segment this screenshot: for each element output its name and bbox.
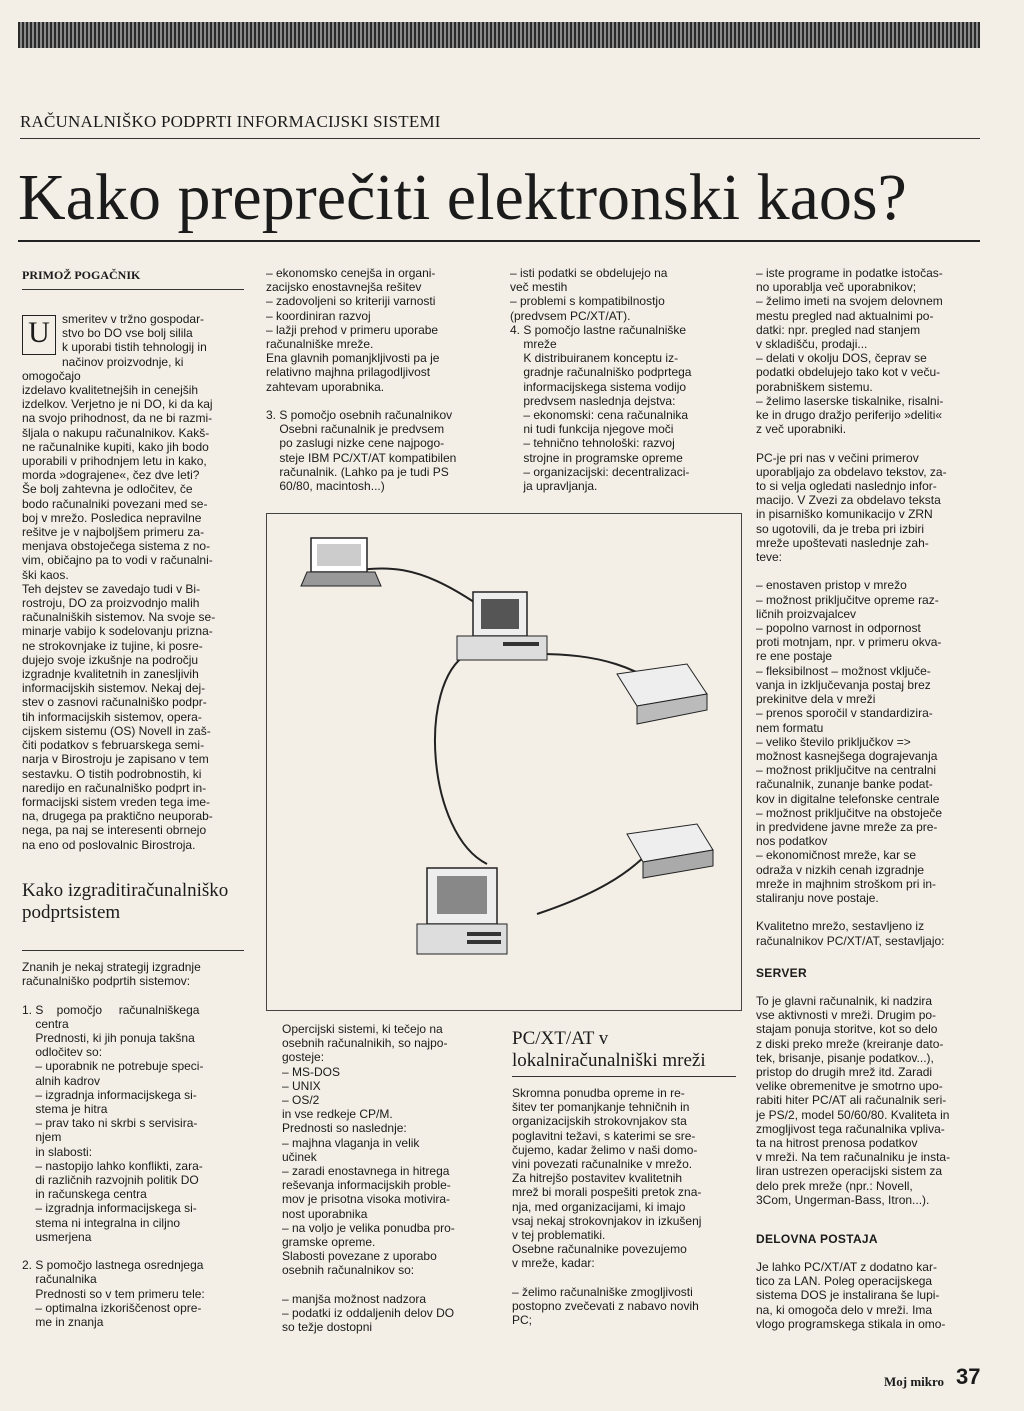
text-line: k uporabi tistih tehnologij in: [62, 340, 207, 355]
text-line: ja upravljanja.: [510, 479, 598, 494]
magazine-name: Moj mikro: [884, 1374, 945, 1389]
byline: PRIMOŽ POGAČNIK: [22, 268, 244, 290]
text-line: PC-je pri nas v večini primerov: [756, 450, 919, 465]
server-heading: SERVER: [756, 966, 807, 980]
text-line: Skromna ponudba opreme in re-: [512, 1086, 685, 1100]
text-line: njem: [22, 1130, 62, 1145]
text-line: – delati v okolju DOS, čeprav se: [756, 351, 927, 366]
text-line: odraža v nizkih cenah izgradnje: [756, 862, 925, 877]
printer-icon: [617, 664, 707, 724]
text-line: vini povezati računalnike v mrežo.: [512, 1157, 693, 1172]
text-line: morda »dograjene«, čez dve leti?: [22, 468, 200, 483]
text-line: mestu pregled nad aktualnimi po-: [756, 308, 934, 323]
text-line: ški kaos.: [22, 567, 69, 582]
text-line: na eno od poslovalnic Birostroja.: [22, 837, 196, 852]
text-line: Slabosti povezane z uporabo: [282, 1249, 437, 1264]
text-line: računalniško podprt: [22, 880, 229, 923]
text-line: nos podatkov: [756, 834, 828, 849]
text-line: z diski preko mreže (kreiranje dato-: [756, 1036, 944, 1051]
text-line: tico za LAN. Poleg operacijskega: [756, 1274, 933, 1289]
text-line: uporabljajo za obdelavo tekstov, za-: [756, 464, 947, 479]
text-line: di različnih razvojnih politik DO: [22, 1173, 199, 1188]
text-line: – možnost priključitve na centralni: [756, 763, 937, 778]
text-line: no uporablja več uporabnikov;: [756, 280, 917, 295]
text-line: – majhna vlaganja in velik: [282, 1135, 420, 1150]
text-line: mreže: [510, 337, 557, 352]
text-line: boj v mrežo. Posledica nepravilne: [22, 510, 202, 525]
text-line: relativno majhna prilagodljivost: [266, 365, 431, 380]
text-line: načinov proizvodnje, ki omogočajo: [22, 354, 187, 383]
text-line: stajam ponuja storitve, kot so delo: [756, 1022, 938, 1037]
text-line: poglavitni težavi, s katerimi se sre-: [512, 1128, 696, 1143]
text-line: naredijo en računalniško podprt in-: [22, 780, 207, 795]
text-line: narja v Birostroju je zapisano v tem: [22, 752, 209, 767]
text-line: v skladišču, prodaji...: [756, 337, 868, 352]
text-line: – tehnično tehnološki: razvoj: [510, 436, 675, 451]
text-line: minarje vabijo k sodelovanju prizna-: [22, 624, 213, 639]
text-line: z več uporabniki.: [756, 422, 847, 437]
text-line: Prednosti so v tem primeru tele:: [22, 1286, 205, 1301]
server-computer-icon: [417, 868, 507, 954]
text-line: steje IBM PC/XT/AT kompatibilen: [266, 450, 457, 465]
text-line: 1. S pomočjo računalniškega: [22, 1002, 200, 1017]
text-line: – koordiniran razvoj: [266, 308, 371, 323]
text-line: nost uporabnika: [282, 1206, 368, 1221]
text-line: na, ki omogoča delo v mreži. Ima: [756, 1302, 933, 1317]
text-line: to si velja ogledati naslednjo infor-: [756, 479, 937, 494]
text-line: – uporabnik ne potrebuje speci-: [22, 1059, 204, 1074]
text-line: sistema DOS je instalirana še lupi-: [756, 1288, 940, 1303]
text-line: – organizacijski: decentralizaci-: [510, 464, 690, 479]
text-line: mreže upoštevati naslednje zah-: [756, 535, 929, 550]
printer-icon-2: [627, 824, 713, 878]
text-line: stvo bo DO vse bolj silila: [62, 326, 193, 341]
text-line: Osebni računalnik je predvsem: [266, 422, 445, 437]
text-line: v mreži. Na tem računalniku je insta-: [756, 1150, 951, 1165]
column-1-strategies: [22, 960, 244, 1329]
text-line: vim, običajno pa to vodi v računalni-: [22, 553, 213, 568]
text-line: reševanja informacijskih proble-: [282, 1178, 451, 1193]
text-line: predvsem naslednja dejstva:: [510, 393, 676, 408]
text-line: na svojo prihodnost, da ne bi razmi-: [22, 411, 213, 426]
text-line: in pisarniško komunikacijo v ZRN: [756, 507, 933, 522]
text-line: – MS-DOS: [282, 1064, 341, 1079]
column-1-intro: [22, 312, 244, 852]
text-line: – fleksibilnost – možnost vključe-: [756, 663, 931, 678]
text-line: – iste programe in podatke istočas-: [756, 266, 943, 280]
text-line: postopno zvečevati z nabavo novih: [512, 1299, 699, 1314]
text-line: računalnika: [22, 1272, 97, 1287]
text-line: – lažji prehod v primeru uporabe: [266, 322, 439, 337]
text-line: staliranju nove postaje.: [756, 890, 879, 905]
text-line: – možnost priključitve opreme raz-: [756, 592, 939, 607]
text-line: PC/XT/AT v lokalni: [512, 1028, 609, 1071]
workstation-heading: DELOVNA POSTAJA: [756, 1232, 878, 1246]
text-line: PC;: [512, 1313, 533, 1328]
text-line: osebnih računalnikih, so najpo-: [282, 1036, 448, 1051]
text-line: zacijsko enostavnejša rešitev: [266, 280, 422, 295]
text-line: liran ustrezen operacijski sistem za: [756, 1164, 943, 1179]
text-line: – nastopijo lahko konflikti, zara-: [22, 1158, 203, 1173]
text-line: pristop do drugih mrež itd. Zaradi: [756, 1065, 933, 1080]
text-line: – želimo laserske tiskalnike, risalni-: [756, 393, 944, 408]
text-line: na, drugega pa praktično neuporab-: [22, 809, 213, 824]
text-line: tek, brisanje, pisanje podatkov...),: [756, 1050, 934, 1065]
text-line: [266, 394, 492, 408]
text-line: 60/80, macintosh...): [266, 479, 385, 494]
text-line: mreže in majhnim stroškom pri in-: [756, 876, 937, 891]
text-line: rešitve je v najboljšem primeru za-: [22, 525, 205, 540]
text-line: podatki obdelujejo tako kot v veču-: [756, 365, 941, 380]
column-2-top: [266, 266, 492, 493]
text-line: po zaslugi nizke cene najpogo-: [266, 436, 445, 451]
text-line: gramske opreme.: [282, 1235, 376, 1250]
text-line: vanja in izključevanja postaj brez: [756, 677, 931, 692]
text-line: – ekonomičnost mreže, kar se: [756, 848, 917, 863]
text-line: računalniške mreže.: [266, 337, 374, 352]
text-line: stev o zasnovi računalniško podpr-: [22, 695, 207, 710]
subhead-rule: [22, 950, 244, 951]
text-line: bodo računalniki povezani med se-: [22, 496, 208, 511]
text-line: [756, 564, 984, 578]
text-line: 3Com, Ungerman-Bass, Itron...).: [756, 1192, 930, 1207]
text-line: [282, 1278, 492, 1292]
text-line: Je lahko PC/XT/AT z dodatno kar-: [756, 1260, 937, 1274]
text-line: mrež bi morali pospešiti pretok zna-: [512, 1185, 702, 1200]
dropcap: U: [22, 315, 56, 355]
text-line: formacijski sistem vreden tega ime-: [22, 794, 211, 809]
text-line: čujemo, kadar želimo v naši domo-: [512, 1142, 698, 1157]
text-line: šljala o nakupu računalnikov. Kakš-: [22, 425, 210, 440]
text-line: 3. S pomočjo osebnih računalnikov: [266, 408, 453, 423]
text-line: – popolno varnost in odpornost: [756, 621, 921, 636]
text-line: ne strokovnjake iz tujine, ki posre-: [22, 638, 203, 653]
text-line: [22, 988, 244, 1002]
column-3-top: [510, 266, 736, 493]
text-line: in vse redkeje CP/M.: [282, 1107, 393, 1122]
text-line: dujejo svoje izkušnje na področju: [22, 652, 199, 667]
text-line: računalniških sistemov. Na svoje se-: [22, 610, 216, 625]
text-line: – podatki iz oddaljenih delov DO: [282, 1306, 455, 1321]
subhead-pc-xt-at: [512, 1028, 736, 1072]
text-line: Znanih je nekaj strategij izgradnje: [22, 960, 201, 974]
text-line: 2. S pomočjo lastnega osrednjega: [22, 1258, 204, 1273]
text-line: – izgradnja informacijskega si-: [22, 1087, 197, 1102]
column-3-bottom: [512, 1086, 736, 1327]
text-line: porabniškem sistemu.: [756, 379, 873, 394]
text-line: osebnih računalnikov so:: [282, 1263, 415, 1278]
text-line: rostroju, DO za proizvodnjo malih: [22, 596, 200, 611]
text-line: menjava obstoječega sistema z no-: [22, 539, 211, 554]
text-line: računalniški mreži: [564, 1050, 706, 1071]
text-line: sistem: [71, 902, 121, 923]
page-number: 37: [956, 1364, 981, 1389]
text-line: – manjša možnost nadzora: [282, 1291, 427, 1306]
text-line: ni tudi funkcija njegove moči: [510, 422, 674, 437]
text-line: K distribuiranem konceptu iz-: [510, 351, 679, 366]
text-line: uporabili v prihodnjem letu in kako,: [22, 454, 207, 469]
text-line: [756, 905, 984, 919]
text-line: – problemi s kompatibilnostjo: [510, 294, 665, 309]
subhead-kako-izgraditi: [22, 880, 244, 924]
text-line: izgradnje kvalitetnih in zanesljivih: [22, 667, 199, 682]
text-line: usmerjena: [22, 1229, 92, 1244]
text-line: gosteje:: [282, 1050, 325, 1065]
text-line: – isti podatki se obdelujejo na: [510, 266, 668, 280]
text-line: vse aktivnosti v mreži. Drugim po-: [756, 1008, 937, 1023]
text-line: in predvidene javne mreže za pre-: [756, 819, 938, 834]
text-line: čiti podatkov s februarskega semi-: [22, 738, 205, 753]
text-line: – UNIX: [282, 1078, 321, 1093]
text-line: prekinitve dela v mreži: [756, 692, 876, 707]
text-line: – OS/2: [282, 1093, 320, 1108]
network-diagram-svg: [267, 514, 741, 1010]
text-line: računalniško podprtih sistemov:: [22, 974, 191, 989]
text-line: mov je prisotna visoka motivira-: [282, 1192, 451, 1207]
text-line: Opercijski sistemi, ki tečejo na: [282, 1022, 443, 1036]
text-line: (predvsem PC/XT/AT).: [510, 308, 631, 323]
text-line: več mestih: [510, 280, 568, 295]
text-line: tih informacijskih sistemov, opera-: [22, 709, 202, 724]
text-line: je PS/2, model 50/60/80. Kvaliteta in: [756, 1107, 950, 1122]
column-4-top: [756, 266, 984, 948]
text-line: v tej problematiki.: [512, 1228, 606, 1243]
text-line: – optimalna izkoriščenost opre-: [22, 1300, 202, 1315]
text-line: cijskem sistemu (OS) Novell in zaš-: [22, 723, 211, 738]
text-line: ličnih proizvajalcev: [756, 606, 857, 621]
text-line: Še bolj zahtevna je odločitev, če: [22, 482, 193, 497]
text-line: smeritev v tržno gospodar-: [62, 312, 205, 326]
text-line: so težje dostopni: [282, 1320, 373, 1335]
text-line: vsaj nekaj strokovnjakov in izkušenj: [512, 1213, 702, 1228]
text-line: odločitev so:: [22, 1045, 103, 1060]
text-line: izdelavo kvalitetnejših in cenejših: [22, 383, 199, 398]
text-line: stema je hitra: [22, 1102, 108, 1117]
text-line: računalnik. (Lahko pa je tudi PS: [266, 464, 449, 479]
text-line: gradnje računalniško podprtega: [510, 365, 692, 380]
text-line: To je glavni računalnik, ki nadzira: [756, 994, 933, 1008]
text-line: ke in drugo dražjo periferijo »deliti«: [756, 408, 943, 423]
text-line: – izgradnja informacijskega si-: [22, 1201, 197, 1216]
text-line: – želimo računalniške zmogljivosti: [512, 1284, 693, 1299]
text-line: – prenos sporočil v standardizira-: [756, 706, 933, 721]
text-line: – ekonomski: cena računalnika: [510, 408, 689, 423]
text-line: Kako izgraditi: [22, 880, 132, 901]
text-line: nega, pa naj se interesenti obrnejo: [22, 823, 207, 838]
text-line: me in znanja: [22, 1315, 104, 1330]
text-line: – zaradi enostavnega in hitrega: [282, 1164, 450, 1179]
column-2-bottom: [282, 1022, 492, 1334]
text-line: Prednosti so naslednje:: [282, 1121, 407, 1136]
text-line: – ekonomsko cenejša in organi-: [266, 266, 436, 280]
text-line: Za hitrejšo postavitev kvalitetnih: [512, 1171, 683, 1186]
workstation-text: [756, 1260, 984, 1331]
text-line: so ugotovili, da je treba pri izbiri: [756, 521, 925, 536]
section-title: RAČUNALNIŠKO PODPRTI INFORMACIJSKI SISTEMI: [20, 112, 980, 139]
subhead-rule-2: [512, 1076, 736, 1077]
text-line: nja, med organizacijami, ki imajo: [512, 1199, 686, 1214]
text-line: datki: npr. pregled nad stanjem: [756, 322, 921, 337]
text-line: možnost kasnejšega dograjevanja: [756, 748, 938, 763]
text-line: – možnost priključitve na obstoječe: [756, 805, 943, 820]
intro-text: [22, 312, 244, 852]
text-line: Teh dejstev se zavedajo tudi v Bi-: [22, 581, 201, 596]
text-line: [22, 1244, 244, 1258]
text-line: velike obremenitve je smotrno upo-: [756, 1079, 943, 1094]
text-line: alnih kadrov: [22, 1073, 101, 1088]
text-line: [512, 1271, 736, 1285]
text-line: centra: [22, 1016, 69, 1031]
text-line: izdelkov. Verjetno je ni DO, ki da kaj: [22, 397, 213, 412]
text-line: šitev ter pomanjkanje tehničnih in: [512, 1100, 690, 1115]
text-line: – enostaven pristop v mrežo: [756, 578, 907, 593]
text-line: zahtevam uporabnika.: [266, 379, 385, 394]
text-line: proti motnjam, npr. v primeru okva-: [756, 635, 942, 650]
text-line: re ene postaje: [756, 649, 833, 664]
text-line: kov in digitalne telefonske centrale: [756, 791, 940, 806]
text-line: – prav tako ni skrbi s servisira-: [22, 1116, 198, 1131]
desktop-computer-icon: [457, 592, 547, 660]
text-line: Ena glavnih pomanjkljivosti pa je: [266, 351, 440, 366]
text-line: Prednosti, ki jih ponuja takšna: [22, 1031, 195, 1046]
text-line: računalnikov PC/XT/AT, sestavljajo:: [756, 933, 945, 948]
text-line: ne računalnike kupiti, kako jih bodo: [22, 439, 209, 454]
text-line: Kvalitetno mrežo, sestavljeno iz: [756, 919, 925, 934]
text-line: – veliko število priključkov =>: [756, 734, 911, 749]
network-illustration: [266, 513, 742, 1011]
text-line: nem formatu: [756, 720, 824, 735]
text-line: informacijskih sistemov. Nekaj dej-: [22, 681, 206, 696]
text-line: strojne in programske opreme: [510, 450, 683, 465]
text-line: in računskega centra: [22, 1187, 147, 1202]
text-line: delo prek mreže (npr.: Novell,: [756, 1178, 913, 1193]
text-line: učinek: [282, 1149, 317, 1164]
text-line: stema ni integralna in ciljno: [22, 1215, 181, 1230]
top-decorative-bar: [18, 22, 980, 48]
text-line: računalnik, zunanje banke podat-: [756, 777, 933, 792]
text-line: ta na hitrost prenosa podatkov: [756, 1136, 918, 1151]
text-line: – na voljo je velika ponudba pro-: [282, 1220, 455, 1235]
text-line: sestavku. O tistih podrobnostih, ki: [22, 766, 202, 781]
text-line: organizacijskih strokovnjakov sta: [512, 1114, 687, 1129]
text-line: rabiti hiter PC/AT ali računalnik seri-: [756, 1093, 947, 1108]
text-line: [756, 436, 984, 450]
text-line: zmogljivost tega računalnika vpliva-: [756, 1121, 945, 1136]
text-line: informacijskega sistema vodijo: [510, 379, 687, 394]
text-line: in slabosti:: [22, 1144, 93, 1159]
text-line: v mreže, kadar:: [512, 1256, 595, 1271]
server-text: [756, 994, 984, 1207]
text-line: teve:: [756, 550, 783, 565]
text-line: vlogo programskega stikala in omo-: [756, 1316, 946, 1331]
text-line: 4. S pomočjo lastne računalniške: [510, 322, 687, 337]
laptop-icon: [301, 538, 381, 586]
text-line: – zadovoljeni so kriteriji varnosti: [266, 294, 436, 309]
headline: Kako preprečiti elektronski kaos?: [18, 160, 980, 242]
text-line: Osebne računalnike povezujemo: [512, 1242, 687, 1257]
text-line: – želimo imeti na svojem delovnem: [756, 294, 943, 309]
text-line: macijo. V Zvezi za obdelavo teksta: [756, 493, 941, 508]
